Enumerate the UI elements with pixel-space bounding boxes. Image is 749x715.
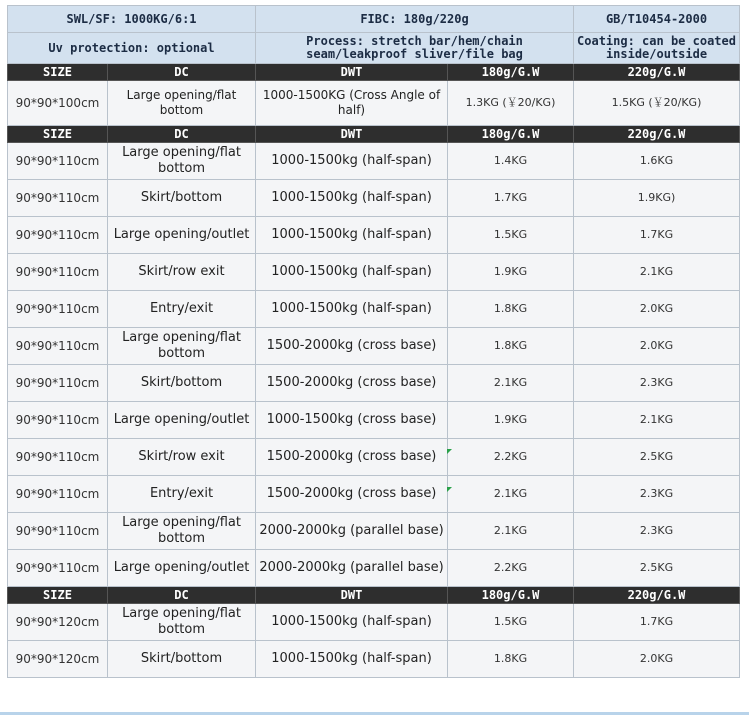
dc-cell: Large opening/flat bottom	[108, 328, 256, 365]
size-cell: 90*90*110cm	[8, 550, 108, 587]
gw-180-cell: 1.9KG	[448, 402, 574, 439]
process-cell: Process: stretch bar/hem/chain seam/leakproof sliver/file bag	[256, 33, 574, 64]
table-row	[8, 328, 740, 365]
gw-220-cell: 1.5KG (￥20/KG)	[574, 81, 740, 126]
dwt-cell: 1000-1500kg (half-span)	[256, 143, 448, 180]
gw-180-cell: 2.1KG	[448, 476, 574, 513]
uv-protection-cell: Uv protection: optional	[8, 33, 256, 64]
size-cell: 90*90*100cm	[8, 81, 108, 126]
dc-cell: Skirt/bottom	[108, 641, 256, 678]
gw-180-cell: 1.5KG	[448, 217, 574, 254]
dc-cell: Large opening/flat bottom	[108, 604, 256, 641]
dc-cell: Large opening/outlet	[108, 550, 256, 587]
table-row	[8, 476, 740, 513]
dc-cell: Skirt/row exit	[108, 439, 256, 476]
coating-cell: Coating: can be coated inside/outside	[574, 33, 740, 64]
dc-cell: Skirt/bottom	[108, 180, 256, 217]
dwt-cell: 1500-2000kg (cross base)	[256, 476, 448, 513]
fibc-cell: FIBC: 180g/220g	[256, 6, 574, 33]
size-cell: 90*90*120cm	[8, 641, 108, 678]
gw-180-cell: 2.2KG	[448, 439, 574, 476]
dwt-cell: 1000-1500kg (half-span)	[256, 254, 448, 291]
size-cell: 90*90*110cm	[8, 328, 108, 365]
column-header-dwt: DWT	[256, 64, 448, 81]
dwt-cell: 1000-1500kg (cross base)	[256, 402, 448, 439]
column-header-gw180: 180g/G.W	[448, 64, 574, 81]
column-header-dc: DC	[108, 126, 256, 143]
dwt-cell: 1000-1500kg (half-span)	[256, 291, 448, 328]
column-header-size: SIZE	[8, 587, 108, 604]
gw-220-cell: 2.0KG	[574, 328, 740, 365]
size-cell: 90*90*110cm	[8, 365, 108, 402]
dwt-cell: 1000-1500KG (Cross Angle of half)	[256, 81, 448, 126]
column-header-gw220: 220g/G.W	[574, 64, 740, 81]
dwt-cell: 1500-2000kg (cross base)	[256, 439, 448, 476]
column-header-dwt: DWT	[256, 126, 448, 143]
dc-cell: Large opening/flat bottom	[108, 143, 256, 180]
table-row	[8, 513, 740, 550]
dc-cell: Large opening/outlet	[108, 217, 256, 254]
size-cell: 90*90*110cm	[8, 143, 108, 180]
column-header-gw220: 220g/G.W	[574, 587, 740, 604]
table-row	[8, 550, 740, 587]
gw-180-cell: 1.5KG	[448, 604, 574, 641]
gw-220-cell: 2.0KG	[574, 291, 740, 328]
size-cell: 90*90*110cm	[8, 402, 108, 439]
column-header-gw180: 180g/G.W	[448, 587, 574, 604]
table-row	[8, 402, 740, 439]
size-cell: 90*90*110cm	[8, 476, 108, 513]
gw-180-cell: 1.8KG	[448, 641, 574, 678]
gw-180-cell: 2.1KG	[448, 513, 574, 550]
gw-220-cell: 2.5KG	[574, 550, 740, 587]
dc-cell: Skirt/bottom	[108, 365, 256, 402]
gw-180-cell: 1.3KG (￥20/KG)	[448, 81, 574, 126]
gw-220-cell: 1.7KG	[574, 217, 740, 254]
info-row-second	[8, 33, 740, 64]
specification-table	[7, 5, 740, 678]
size-cell: 90*90*110cm	[8, 217, 108, 254]
column-header-row	[8, 126, 740, 143]
cell-corner-marker	[447, 487, 452, 492]
table-row	[8, 439, 740, 476]
table-row	[8, 604, 740, 641]
gw-180-cell: 1.8KG	[448, 291, 574, 328]
standard-cell: GB/T10454-2000	[574, 6, 740, 33]
column-header-size: SIZE	[8, 126, 108, 143]
column-header-row	[8, 64, 740, 81]
dwt-cell: 2000-2000kg (parallel base)	[256, 550, 448, 587]
dc-cell: Large opening/flat bottom	[108, 513, 256, 550]
table-row	[8, 254, 740, 291]
size-cell: 90*90*110cm	[8, 439, 108, 476]
column-header-gw180: 180g/G.W	[448, 126, 574, 143]
dc-cell: Skirt/row exit	[108, 254, 256, 291]
gw-180-cell: 2.2KG	[448, 550, 574, 587]
dwt-cell: 1500-2000kg (cross base)	[256, 328, 448, 365]
gw-220-cell: 2.3KG	[574, 476, 740, 513]
table-row	[8, 143, 740, 180]
size-cell: 90*90*110cm	[8, 254, 108, 291]
dwt-cell: 2000-2000kg (parallel base)	[256, 513, 448, 550]
info-row-top	[8, 6, 740, 33]
gw-220-cell: 1.7KG	[574, 604, 740, 641]
table-row	[8, 365, 740, 402]
gw-180-cell: 1.4KG	[448, 143, 574, 180]
dc-cell: Large opening/outlet	[108, 402, 256, 439]
dwt-cell: 1000-1500kg (half-span)	[256, 217, 448, 254]
size-cell: 90*90*110cm	[8, 180, 108, 217]
table-row	[8, 180, 740, 217]
column-header-dc: DC	[108, 64, 256, 81]
table-row	[8, 217, 740, 254]
column-header-dwt: DWT	[256, 587, 448, 604]
size-cell: 90*90*110cm	[8, 291, 108, 328]
gw-220-cell: 2.3KG	[574, 365, 740, 402]
gw-180-cell: 1.7KG	[448, 180, 574, 217]
gw-220-cell: 2.1KG	[574, 254, 740, 291]
dwt-cell: 1000-1500kg (half-span)	[256, 604, 448, 641]
table-row	[8, 641, 740, 678]
size-cell: 90*90*120cm	[8, 604, 108, 641]
gw-220-cell: 1.9KG)	[574, 180, 740, 217]
gw-180-cell: 1.8KG	[448, 328, 574, 365]
gw-180-cell: 1.9KG	[448, 254, 574, 291]
column-header-dc: DC	[108, 587, 256, 604]
cell-corner-marker	[447, 449, 452, 454]
gw-220-cell: 1.6KG	[574, 143, 740, 180]
swl-sf-cell: SWL/SF: 1000KG/6:1	[8, 6, 256, 33]
size-cell: 90*90*110cm	[8, 513, 108, 550]
dc-cell: Entry/exit	[108, 291, 256, 328]
dwt-cell: 1000-1500kg (half-span)	[256, 180, 448, 217]
dc-cell: Entry/exit	[108, 476, 256, 513]
table-row	[8, 291, 740, 328]
column-header-size: SIZE	[8, 64, 108, 81]
column-header-row	[8, 587, 740, 604]
dwt-cell: 1500-2000kg (cross base)	[256, 365, 448, 402]
gw-220-cell: 2.5KG	[574, 439, 740, 476]
dc-cell: Large opening/flat bottom	[108, 81, 256, 126]
dwt-cell: 1000-1500kg (half-span)	[256, 641, 448, 678]
gw-180-cell: 2.1KG	[448, 365, 574, 402]
gw-220-cell: 2.3KG	[574, 513, 740, 550]
column-header-gw220: 220g/G.W	[574, 126, 740, 143]
table-row	[8, 81, 740, 126]
gw-220-cell: 2.1KG	[574, 402, 740, 439]
gw-220-cell: 2.0KG	[574, 641, 740, 678]
